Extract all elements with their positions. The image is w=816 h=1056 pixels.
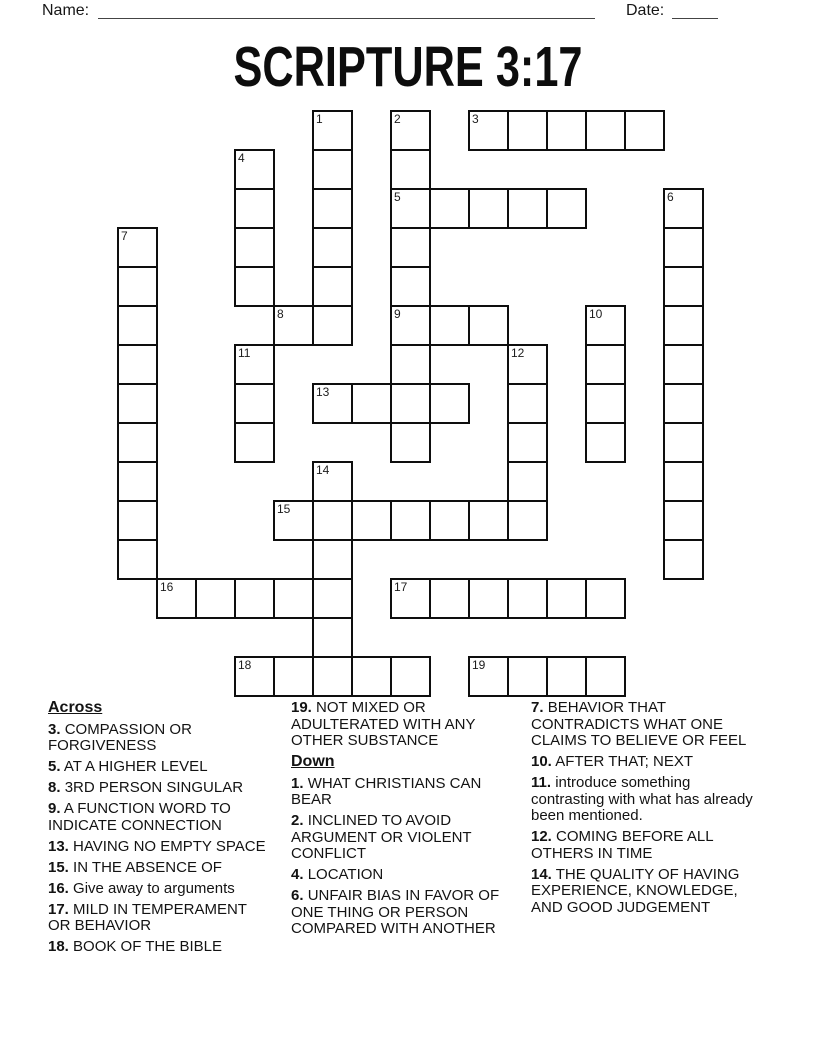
cell-number: 7: [121, 229, 128, 243]
grid-cell[interactable]: [312, 383, 353, 424]
grid-cell[interactable]: [117, 500, 158, 541]
grid-cell[interactable]: [234, 227, 275, 268]
grid-cell[interactable]: [507, 422, 548, 463]
grid-cell[interactable]: [585, 383, 626, 424]
grid-cell[interactable]: [585, 656, 626, 697]
clue-number: 4.: [291, 866, 304, 883]
grid-cell[interactable]: [390, 149, 431, 190]
grid-cell[interactable]: [429, 305, 470, 346]
clue-number: 8.: [48, 779, 61, 796]
grid-cell[interactable]: [390, 383, 431, 424]
clue-item: [291, 700, 504, 750]
grid-cell[interactable]: [546, 188, 587, 229]
grid-cell[interactable]: [273, 578, 314, 619]
grid-cell[interactable]: [390, 500, 431, 541]
clue-number: 10.: [531, 753, 552, 770]
clue-number: 14.: [531, 865, 552, 883]
clue-column-down: [531, 700, 760, 921]
grid-cell[interactable]: [390, 110, 431, 151]
cell-number: 9: [394, 307, 401, 321]
date-label: Date:: [626, 2, 665, 19]
grid-cell[interactable]: [663, 500, 704, 541]
clue-text: UNFAIR BIAS IN FAVOR OF ONE THING OR PERSON COMPARED WITH ANOTHER: [291, 887, 500, 937]
cell-number: 1: [316, 112, 323, 126]
grid-cell[interactable]: [273, 656, 314, 697]
grid-cell[interactable]: [234, 344, 275, 385]
clue-text: LOCATION: [307, 866, 384, 883]
grid-cell[interactable]: [507, 578, 548, 619]
grid-cell[interactable]: [507, 188, 548, 229]
clue-text: COMPASSION OR FORGIVENESS: [48, 720, 192, 754]
clue-number: 18.: [48, 938, 69, 955]
grid-cell[interactable]: [312, 539, 353, 580]
grid-cell[interactable]: [507, 383, 548, 424]
grid-cell[interactable]: [312, 305, 353, 346]
clue-number: 7.: [531, 699, 544, 716]
grid-cell[interactable]: [117, 344, 158, 385]
clue-text: IN THE ABSENCE OF: [73, 858, 222, 876]
cell-number: 4: [238, 151, 245, 165]
grid-cell[interactable]: [663, 188, 704, 229]
clue-text: BOOK OF THE BIBLE: [73, 938, 222, 955]
name-blank-line[interactable]: [98, 17, 595, 19]
grid-cell[interactable]: [585, 578, 626, 619]
clue-text: HAVING NO EMPTY SPACE: [73, 837, 266, 855]
grid-cell[interactable]: [429, 188, 470, 229]
name-label: Name:: [42, 2, 90, 19]
grid-cell[interactable]: [390, 266, 431, 307]
grid-cell[interactable]: [351, 383, 392, 424]
grid-cell[interactable]: [117, 461, 158, 502]
clue-item: [48, 801, 270, 834]
grid-cell[interactable]: [312, 500, 353, 541]
grid-cell[interactable]: [468, 110, 509, 151]
clue-item: [48, 722, 270, 755]
clue-number: 1.: [291, 774, 304, 792]
clue-text: AT A HIGHER LEVEL: [63, 758, 208, 775]
grid-cell[interactable]: [429, 578, 470, 619]
clue-text: INCLINED TO AVOID ARGUMENT OR VIOLENT CONFLICT: [291, 812, 472, 862]
grid-cell[interactable]: [312, 227, 353, 268]
grid-cell[interactable]: [117, 539, 158, 580]
grid-cell[interactable]: [312, 110, 353, 151]
grid-cell[interactable]: [273, 305, 314, 346]
clue-list-header: Down: [291, 753, 335, 770]
clue-item: [48, 780, 270, 797]
cell-number: 5: [394, 190, 401, 204]
grid-cell[interactable]: [390, 305, 431, 346]
grid-cell[interactable]: [468, 578, 509, 619]
clue-text: Give away to arguments: [73, 879, 235, 897]
grid-cell[interactable]: [663, 227, 704, 268]
clue-text: AFTER THAT; NEXT: [555, 753, 693, 770]
cell-number: 2: [394, 112, 401, 126]
grid-cell[interactable]: [351, 500, 392, 541]
grid-cell[interactable]: [234, 266, 275, 307]
clue-item: [531, 754, 760, 771]
clue-number: 16.: [48, 879, 69, 897]
clue-item: [531, 829, 760, 862]
grid-cell[interactable]: [312, 188, 353, 229]
clue-text: WHAT CHRISTIANS CAN BEAR: [291, 774, 482, 808]
grid-cell[interactable]: [390, 188, 431, 229]
grid-cell[interactable]: [234, 422, 275, 463]
grid-cell[interactable]: [507, 344, 548, 385]
cell-number: 17: [394, 580, 408, 594]
cell-number: 3: [472, 112, 479, 126]
clue-item: [291, 813, 504, 863]
cell-number: 19: [472, 658, 486, 672]
grid-cell[interactable]: [234, 383, 275, 424]
clue-text: A FUNCTION WORD TO INDICATE CONNECTION: [48, 800, 231, 834]
grid-cell[interactable]: [117, 266, 158, 307]
cell-number: 11: [238, 346, 251, 360]
clue-item: [48, 839, 270, 856]
grid-cell[interactable]: [273, 500, 314, 541]
clue-number: 9.: [48, 800, 61, 817]
clue-column-across: [48, 700, 270, 960]
clue-text: 3RD PERSON SINGULAR: [64, 779, 244, 796]
grid-cell[interactable]: [468, 188, 509, 229]
clue-number: 12.: [531, 828, 552, 845]
grid-cell[interactable]: [195, 578, 236, 619]
grid-cell[interactable]: [663, 539, 704, 580]
clue-column-middle: [291, 700, 504, 942]
clue-item: [48, 902, 270, 935]
clue-item: [531, 775, 760, 825]
grid-cell[interactable]: [390, 656, 431, 697]
clue-item: [48, 881, 270, 898]
clue-number: 6.: [291, 887, 304, 904]
grid-cell[interactable]: [546, 656, 587, 697]
clue-list-header: Across: [48, 699, 103, 716]
cell-number: 10: [589, 307, 603, 321]
grid-cell[interactable]: [585, 110, 626, 151]
grid-cell[interactable]: [663, 383, 704, 424]
grid-cell[interactable]: [624, 110, 665, 151]
grid-cell[interactable]: [117, 383, 158, 424]
grid-cell[interactable]: [585, 344, 626, 385]
clue-item: [531, 867, 760, 917]
grid-cell[interactable]: [351, 656, 392, 697]
grid-cell[interactable]: [585, 305, 626, 346]
cell-number: 6: [667, 190, 674, 204]
clue-text: BEHAVIOR THAT CONTRADICTS WHAT ONE CLAIMS TO BELIEVE OR FEEL: [531, 699, 747, 749]
clue-text: THE QUALITY OF HAVING EXPERIENCE, KNOWLEDGE, AND GOOD JUDGEMENT: [531, 865, 740, 916]
grid-cell[interactable]: [312, 656, 353, 697]
grid-cell[interactable]: [234, 656, 275, 697]
clue-text: NOT MIXED OR ADULTERATED WITH ANY OTHER SUBSTANCE: [291, 699, 476, 749]
clue-item: [291, 867, 504, 884]
clue-item: [48, 939, 270, 956]
grid-cell[interactable]: [390, 227, 431, 268]
clue-item: [531, 700, 760, 750]
clue-item: [48, 759, 270, 776]
clue-number: 19.: [291, 699, 312, 716]
grid-cell[interactable]: [234, 149, 275, 190]
clue-item: [48, 860, 270, 877]
page-title: SCRIPTURE 3:17: [233, 35, 583, 99]
grid-cell[interactable]: [312, 617, 353, 658]
grid-cell[interactable]: [312, 461, 353, 502]
grid-cell[interactable]: [390, 344, 431, 385]
grid-cell[interactable]: [429, 500, 470, 541]
grid-cell[interactable]: [117, 422, 158, 463]
clue-text: introduce something contrasting with what has already been mentioned.: [531, 774, 753, 824]
grid-cell[interactable]: [390, 578, 431, 619]
grid-cell[interactable]: [468, 656, 509, 697]
clue-text: COMING BEFORE ALL OTHERS IN TIME: [531, 828, 714, 862]
grid-cell[interactable]: [663, 305, 704, 346]
grid-cell[interactable]: [585, 422, 626, 463]
cell-number: 13: [316, 385, 330, 399]
cell-number: 14: [316, 463, 330, 477]
grid-cell[interactable]: [507, 110, 548, 151]
grid-cell[interactable]: [312, 266, 353, 307]
clue-item: [291, 776, 504, 809]
grid-cell[interactable]: [663, 422, 704, 463]
date-blank-line[interactable]: [672, 17, 718, 19]
grid-cell[interactable]: [468, 305, 509, 346]
clue-number: 5.: [48, 758, 61, 775]
grid-cell[interactable]: [156, 578, 197, 619]
clue-text: MILD IN TEMPERAMENT OR BEHAVIOR: [48, 900, 247, 934]
crossword-grid: [117, 110, 704, 697]
clue-number: 15.: [48, 858, 69, 876]
grid-cell[interactable]: [117, 227, 158, 268]
clue-number: 3.: [48, 720, 61, 738]
cell-number: 16: [160, 580, 174, 594]
grid-cell[interactable]: [663, 344, 704, 385]
grid-cell[interactable]: [507, 461, 548, 502]
clue-number: 13.: [48, 837, 69, 855]
grid-cell[interactable]: [546, 578, 587, 619]
grid-cell[interactable]: [429, 383, 470, 424]
clue-number: 11.: [531, 774, 552, 791]
grid-cell[interactable]: [468, 500, 509, 541]
cell-number: 15: [277, 502, 291, 516]
grid-cell[interactable]: [234, 188, 275, 229]
clue-number: 2.: [291, 812, 304, 829]
cell-number: 8: [277, 307, 284, 321]
grid-cell[interactable]: [663, 266, 704, 307]
grid-cell[interactable]: [117, 305, 158, 346]
grid-cell[interactable]: [312, 149, 353, 190]
cell-number: 18: [238, 658, 252, 672]
clue-number: 17.: [48, 900, 69, 918]
grid-cell[interactable]: [312, 578, 353, 619]
grid-cell[interactable]: [234, 578, 275, 619]
clue-item: [291, 888, 504, 938]
grid-cell[interactable]: [546, 110, 587, 151]
cell-number: 12: [511, 346, 525, 360]
grid-cell[interactable]: [507, 656, 548, 697]
grid-cell[interactable]: [390, 422, 431, 463]
grid-cell[interactable]: [663, 461, 704, 502]
grid-cell[interactable]: [507, 500, 548, 541]
